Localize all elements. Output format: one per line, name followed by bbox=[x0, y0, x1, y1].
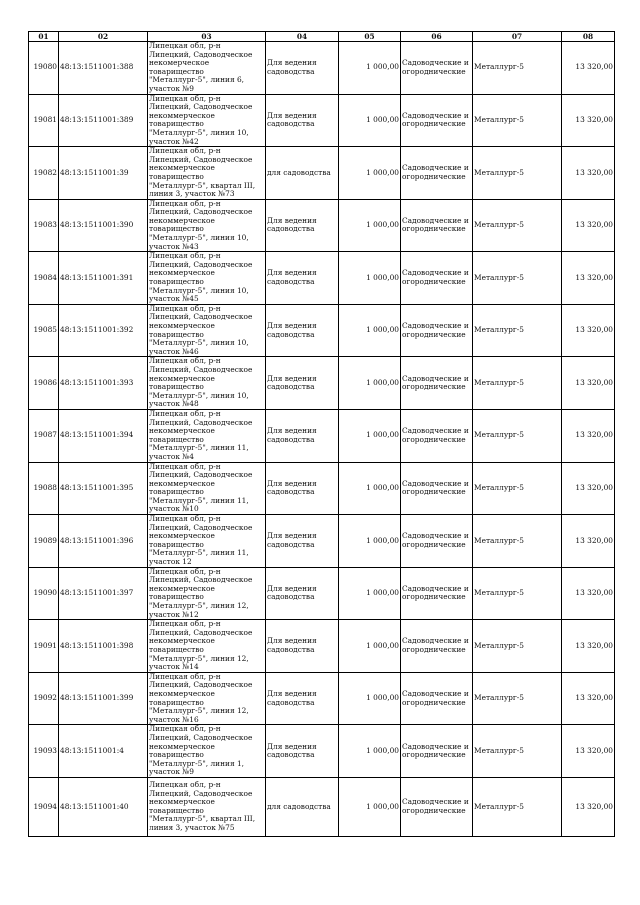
area-value: 1 000,00 bbox=[339, 42, 401, 95]
record-id: 19082 bbox=[29, 147, 59, 200]
column-header-01: 01 bbox=[29, 32, 59, 42]
land-category: Садоводческие и огороднические bbox=[401, 567, 473, 620]
land-use-purpose: Для ведения садоводства bbox=[266, 42, 339, 95]
land-use-purpose: для садоводства bbox=[266, 777, 339, 836]
cadastral-value: 13 320,00 bbox=[562, 620, 615, 673]
table-row bbox=[29, 672, 615, 725]
land-category: Садоводческие и огороднические bbox=[401, 725, 473, 778]
partnership-name: Металлург-5 bbox=[473, 42, 562, 95]
partnership-name: Металлург-5 bbox=[473, 252, 562, 305]
area-value: 1 000,00 bbox=[339, 567, 401, 620]
table-row bbox=[29, 409, 615, 462]
land-category: Садоводческие и огороднические bbox=[401, 672, 473, 725]
land-use-purpose: Для ведения садоводства bbox=[266, 515, 339, 568]
address-cell: Липецкая обл, р-н Липецкий, Садоводческое некоммерческое товарищество "Металлург-5", линия 12, участок №14 bbox=[148, 620, 266, 673]
cadastral-number: 48:13:1511001:390 bbox=[59, 199, 148, 252]
area-value: 1 000,00 bbox=[339, 252, 401, 305]
address-cell: Липецкая обл, р-н Липецкий, Садоводческое некоммерческое товарищество "Металлург-5", линия 10, участок №43 bbox=[148, 199, 266, 252]
table-row bbox=[29, 620, 615, 673]
area-value: 1 000,00 bbox=[339, 777, 401, 836]
cadastral-value: 13 320,00 bbox=[562, 252, 615, 305]
cadastral-number: 48:13:1511001:398 bbox=[59, 620, 148, 673]
record-id: 19084 bbox=[29, 252, 59, 305]
land-category: Садоводческие и огороднические bbox=[401, 199, 473, 252]
record-id: 19092 bbox=[29, 672, 59, 725]
area-value: 1 000,00 bbox=[339, 94, 401, 147]
address-cell: Липецкая обл, р-н Липецкий, Садоводческое некоммерческое товарищество "Металлург-5", линия 1, участок №9 bbox=[148, 725, 266, 778]
area-value: 1 000,00 bbox=[339, 304, 401, 357]
column-header-04: 04 bbox=[266, 32, 339, 42]
cadastral-number: 48:13:1511001:397 bbox=[59, 567, 148, 620]
record-id: 19083 bbox=[29, 199, 59, 252]
partnership-name: Металлург-5 bbox=[473, 409, 562, 462]
cadastral-value: 13 320,00 bbox=[562, 304, 615, 357]
table-row bbox=[29, 94, 615, 147]
land-use-purpose: Для ведения садоводства bbox=[266, 672, 339, 725]
table-row bbox=[29, 567, 615, 620]
land-use-purpose: Для ведения садоводства bbox=[266, 304, 339, 357]
address-cell: Липецкая обл, р-н Липецкий, Садоводческое некоммерческое товарищество "Металлург-5", линия 12, участок №12 bbox=[148, 567, 266, 620]
land-category: Садоводческие и огороднические bbox=[401, 42, 473, 95]
address-cell: Липецкая обл, р-н Липецкий, Садоводческое некоммерческое товарищество "Металлург-5", линия 10, участок №45 bbox=[148, 252, 266, 305]
cadastral-value: 13 320,00 bbox=[562, 567, 615, 620]
area-value: 1 000,00 bbox=[339, 672, 401, 725]
cadastral-value: 13 320,00 bbox=[562, 672, 615, 725]
land-category: Садоводческие и огороднические bbox=[401, 409, 473, 462]
cadastral-value: 13 320,00 bbox=[562, 409, 615, 462]
table-row bbox=[29, 252, 615, 305]
area-value: 1 000,00 bbox=[339, 462, 401, 515]
record-id: 19089 bbox=[29, 515, 59, 568]
table-row bbox=[29, 462, 615, 515]
land-category: Садоводческие и огороднические bbox=[401, 94, 473, 147]
land-category: Садоводческие и огороднические bbox=[401, 462, 473, 515]
partnership-name: Металлург-5 bbox=[473, 199, 562, 252]
column-header-07: 07 bbox=[473, 32, 562, 42]
address-cell: Липецкая обл, р-н Липецкий, Садоводческое некоммерческое товарищество "Металлург-5", линия 10, участок №46 bbox=[148, 304, 266, 357]
record-id: 19086 bbox=[29, 357, 59, 410]
column-header-08: 08 bbox=[562, 32, 615, 42]
column-header-02: 02 bbox=[59, 32, 148, 42]
cadastral-number: 48:13:1511001:392 bbox=[59, 304, 148, 357]
land-use-purpose: Для ведения садоводства bbox=[266, 462, 339, 515]
land-category: Садоводческие и огороднические bbox=[401, 147, 473, 200]
table-header bbox=[29, 32, 615, 42]
area-value: 1 000,00 bbox=[339, 725, 401, 778]
record-id: 19087 bbox=[29, 409, 59, 462]
cadastral-value: 13 320,00 bbox=[562, 357, 615, 410]
cadastral-value: 13 320,00 bbox=[562, 147, 615, 200]
column-header-05: 05 bbox=[339, 32, 401, 42]
record-id: 19094 bbox=[29, 777, 59, 836]
land-category: Садоводческие и огороднические bbox=[401, 620, 473, 673]
table-body bbox=[29, 42, 615, 837]
table-row bbox=[29, 725, 615, 778]
area-value: 1 000,00 bbox=[339, 620, 401, 673]
record-id: 19090 bbox=[29, 567, 59, 620]
record-id: 19080 bbox=[29, 42, 59, 95]
partnership-name: Металлург-5 bbox=[473, 462, 562, 515]
cadastral-number: 48:13:1511001:394 bbox=[59, 409, 148, 462]
record-id: 19085 bbox=[29, 304, 59, 357]
cadastral-value: 13 320,00 bbox=[562, 42, 615, 95]
land-use-purpose: Для ведения садоводства bbox=[266, 357, 339, 410]
area-value: 1 000,00 bbox=[339, 409, 401, 462]
land-category: Садоводческие и огороднические bbox=[401, 777, 473, 836]
partnership-name: Металлург-5 bbox=[473, 304, 562, 357]
record-id: 19091 bbox=[29, 620, 59, 673]
address-cell: Липецкая обл, р-н Липецкий, Садоводческое некоммерческое товарищество "Металлург-5", линия 11, участок №10 bbox=[148, 462, 266, 515]
land-category: Садоводческие и огороднические bbox=[401, 304, 473, 357]
cadastral-number: 48:13:1511001:395 bbox=[59, 462, 148, 515]
area-value: 1 000,00 bbox=[339, 199, 401, 252]
cadastral-value: 13 320,00 bbox=[562, 462, 615, 515]
area-value: 1 000,00 bbox=[339, 357, 401, 410]
partnership-name: Металлург-5 bbox=[473, 515, 562, 568]
cadastral-number: 48:13:1511001:388 bbox=[59, 42, 148, 95]
table-row bbox=[29, 777, 615, 836]
column-header-06: 06 bbox=[401, 32, 473, 42]
address-cell: Липецкая обл, р-н Липецкий, Садоводческое некоммерческое товарищество "Металлург-5", квартал III, линия 3, участок №75 bbox=[148, 777, 266, 836]
partnership-name: Металлург-5 bbox=[473, 672, 562, 725]
address-cell: Липецкая обл, р-н Липецкий, Садоводческое некоммерческое товарищество "Металлург-5", квартал III, линия 3, участок №73 bbox=[148, 147, 266, 200]
land-use-purpose: Для ведения садоводства bbox=[266, 620, 339, 673]
land-use-purpose: Для ведения садоводства bbox=[266, 94, 339, 147]
land-category: Садоводческие и огороднические bbox=[401, 515, 473, 568]
address-cell: Липецкая обл, р-н Липецкий, Садоводческое некоммерческое товарищество "Металлург-5", линия 11, участок №4 bbox=[148, 409, 266, 462]
area-value: 1 000,00 bbox=[339, 147, 401, 200]
partnership-name: Металлург-5 bbox=[473, 567, 562, 620]
address-cell: Липецкая обл, р-н Липецкий, Садоводческое некомерческое товарищество "Металлург-5", линия 6, участок №9 bbox=[148, 42, 266, 95]
area-value: 1 000,00 bbox=[339, 515, 401, 568]
address-cell: Липецкая обл, р-н Липецкий, Садоводческое некоммерческое товарищество "Металлург-5", линия 12, участок №16 bbox=[148, 672, 266, 725]
table-row bbox=[29, 304, 615, 357]
cadastral-number: 48:13:1511001:4 bbox=[59, 725, 148, 778]
cadastral-number: 48:13:1511001:391 bbox=[59, 252, 148, 305]
partnership-name: Металлург-5 bbox=[473, 357, 562, 410]
table-row bbox=[29, 357, 615, 410]
table-row bbox=[29, 147, 615, 200]
cadastral-number: 48:13:1511001:396 bbox=[59, 515, 148, 568]
land-category: Садоводческие и огороднические bbox=[401, 357, 473, 410]
record-id: 19093 bbox=[29, 725, 59, 778]
table-row bbox=[29, 515, 615, 568]
cadastral-number: 48:13:1511001:399 bbox=[59, 672, 148, 725]
address-cell: Липецкая обл, р-н Липецкий, Садоводческое некоммерческое товарищество "Металлург-5", линия 11, участок 12 bbox=[148, 515, 266, 568]
table-row bbox=[29, 42, 615, 95]
land-use-purpose: Для ведения садоводства bbox=[266, 409, 339, 462]
land-use-purpose: для садоводства bbox=[266, 147, 339, 200]
cadastral-number: 48:13:1511001:389 bbox=[59, 94, 148, 147]
record-id: 19081 bbox=[29, 94, 59, 147]
table-row bbox=[29, 199, 615, 252]
partnership-name: Металлург-5 bbox=[473, 147, 562, 200]
land-use-purpose: Для ведения садоводства bbox=[266, 725, 339, 778]
address-cell: Липецкая обл, р-н Липецкий, Садоводческое некоммерческое товарищество "Металлург-5", линия 10, участок №48 bbox=[148, 357, 266, 410]
address-cell: Липецкая обл, р-н Липецкий, Садоводческое некоммерческое товарищество "Металлург-5", линия 10, участок №42 bbox=[148, 94, 266, 147]
cadastral-value: 13 320,00 bbox=[562, 94, 615, 147]
column-header-03: 03 bbox=[148, 32, 266, 42]
record-id: 19088 bbox=[29, 462, 59, 515]
land-use-purpose: Для ведения садоводства bbox=[266, 567, 339, 620]
cadastral-value: 13 320,00 bbox=[562, 777, 615, 836]
cadastral-value: 13 320,00 bbox=[562, 199, 615, 252]
partnership-name: Металлург-5 bbox=[473, 620, 562, 673]
cadastral-number: 48:13:1511001:39 bbox=[59, 147, 148, 200]
cadastral-number: 48:13:1511001:393 bbox=[59, 357, 148, 410]
cadastral-value: 13 320,00 bbox=[562, 515, 615, 568]
cadastral-value: 13 320,00 bbox=[562, 725, 615, 778]
land-use-purpose: Для ведения садоводства bbox=[266, 199, 339, 252]
land-category: Садоводческие и огороднические bbox=[401, 252, 473, 305]
cadastral-number: 48:13:1511001:40 bbox=[59, 777, 148, 836]
partnership-name: Металлург-5 bbox=[473, 725, 562, 778]
partnership-name: Металлург-5 bbox=[473, 777, 562, 836]
registry-table bbox=[28, 31, 615, 837]
header-row bbox=[29, 32, 615, 42]
partnership-name: Металлург-5 bbox=[473, 94, 562, 147]
land-use-purpose: Для ведения садоводства bbox=[266, 252, 339, 305]
